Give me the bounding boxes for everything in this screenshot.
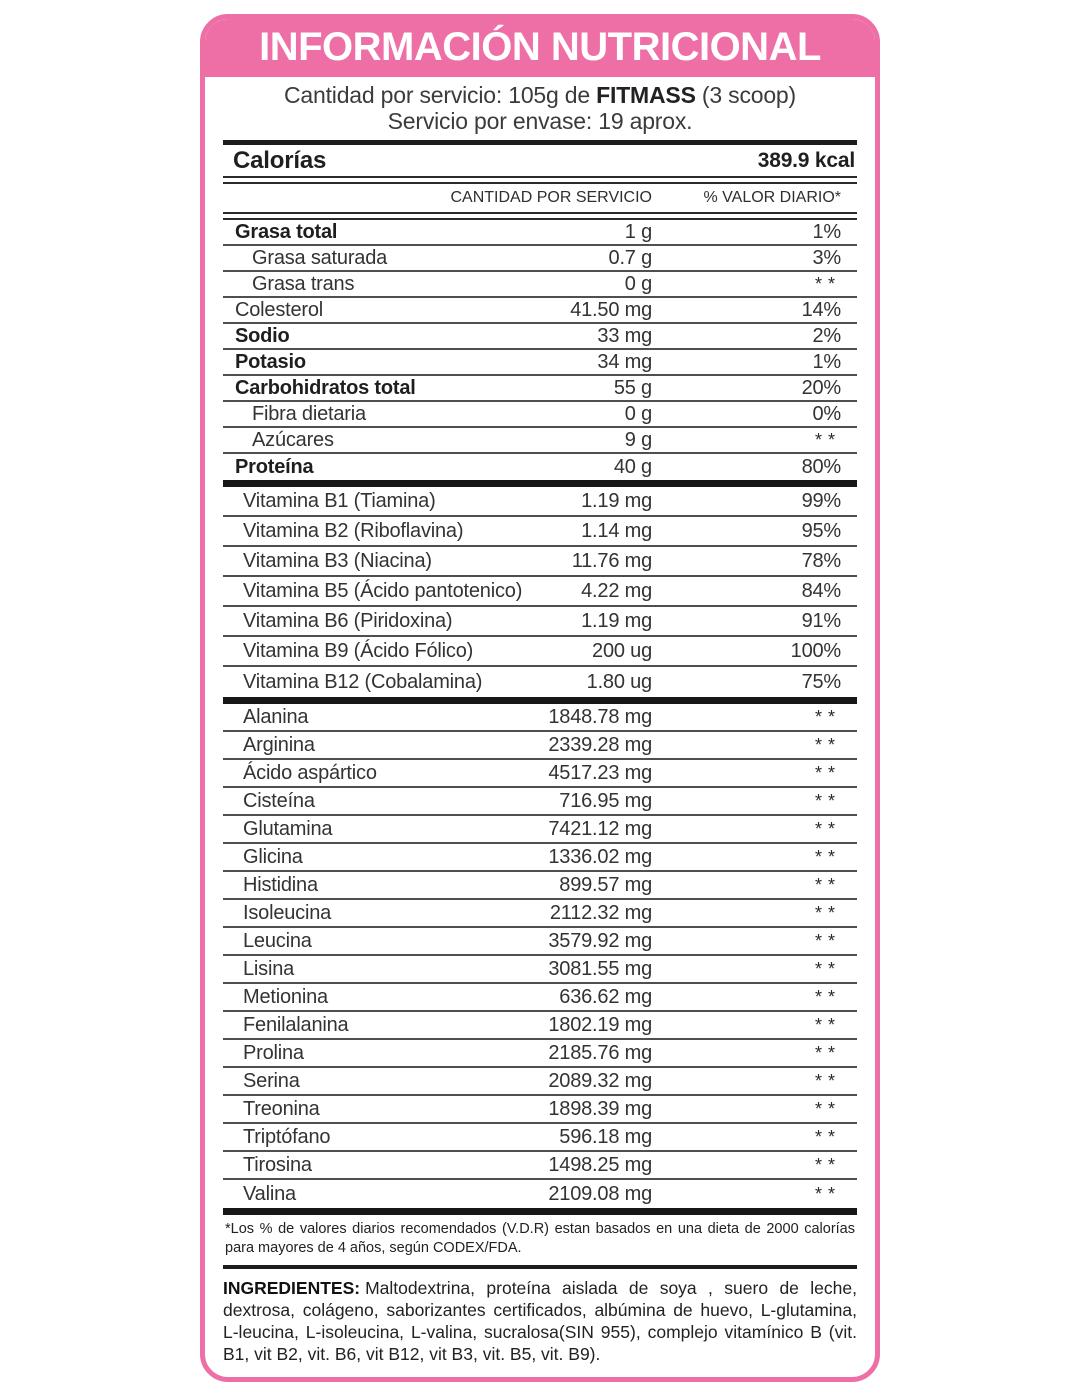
label-title: INFORMACIÓN NUTRICIONAL — [205, 19, 875, 77]
table-row — [223, 956, 857, 984]
row-main-cell — [235, 520, 652, 543]
row-main-cell — [235, 299, 652, 322]
row-amount: 2109.08 mg — [548, 1182, 652, 1205]
row-main-cell — [235, 902, 652, 925]
row-main-cell — [235, 1183, 652, 1206]
row-amount: 636.62 mg — [559, 985, 652, 1008]
row-daily-value: ** — [814, 734, 841, 755]
table-row — [223, 607, 857, 637]
row-label: Carbohidratos total — [235, 376, 416, 399]
row-main-cell — [235, 734, 652, 757]
row-amount: 55 g — [613, 376, 652, 399]
row-main-cell — [235, 930, 652, 953]
ingredients-text: Maltodextrina, proteína aislada de soya , suero de leche, dextrosa, colágeno, saborizantes certificados, albúmina de huevo, L-glutamina, L-leucina, L-isoleucina, L-valina, sucralosa(SIN 955), complejo vitamínico B (vit. B1, vit B2, vit. B6, vit B12, vit B3, vit. B5, vit. B9). — [223, 1278, 857, 1364]
row-amount: 2089.32 mg — [548, 1069, 652, 1092]
row-main-cell — [235, 846, 652, 869]
vitamins-table — [223, 487, 857, 697]
row-daily-value: ** — [814, 958, 841, 979]
row-daily-value: 2% — [812, 324, 841, 347]
row-main-cell — [235, 1014, 652, 1037]
calories-label: Calorías — [233, 146, 327, 174]
row-main-cell — [235, 762, 652, 785]
table-row — [223, 428, 857, 454]
row-daily-value: 1% — [812, 350, 841, 373]
row-daily-value: ** — [814, 818, 841, 839]
row-amount: 7421.12 mg — [548, 817, 652, 840]
table-row — [223, 324, 857, 350]
row-label: Leucina — [243, 929, 312, 952]
row-amount: 1.19 mg — [581, 609, 652, 632]
row-amount: 899.57 mg — [559, 873, 652, 896]
row-label: Prolina — [243, 1041, 304, 1064]
row-amount: 2339.28 mg — [548, 733, 652, 756]
row-amount: 0 g — [624, 402, 652, 425]
row-daily-value: ** — [814, 706, 841, 727]
row-amount: 1898.39 mg — [548, 1097, 652, 1120]
row-label: Vitamina B2 (Riboflavina) — [243, 519, 464, 542]
row-main-cell — [235, 706, 652, 729]
row-main-cell — [235, 818, 652, 841]
aminoacids-table — [223, 704, 857, 1208]
table-row — [223, 1012, 857, 1040]
table-row — [223, 547, 857, 577]
row-daily-value: 14% — [801, 298, 841, 321]
servings-per-container-line: Servicio por envase: 19 aprox. — [387, 108, 693, 134]
row-main-cell — [235, 550, 652, 573]
row-daily-value: 1% — [812, 220, 841, 243]
section-divider-bar — [223, 480, 857, 487]
row-label: Potasio — [235, 350, 306, 373]
row-label: Isoleucina — [243, 901, 332, 924]
row-main-cell — [235, 1070, 652, 1093]
row-daily-value: ** — [814, 1070, 841, 1091]
row-label: Treonina — [243, 1097, 320, 1120]
row-daily-value: ** — [814, 1042, 841, 1063]
row-label: Tirosina — [243, 1153, 312, 1176]
column-header-row — [223, 184, 857, 212]
row-label: Grasa saturada — [252, 246, 388, 269]
row-daily-value: 3% — [812, 246, 841, 269]
row-daily-value: 84% — [801, 579, 841, 602]
row-main-cell — [235, 325, 652, 348]
table-row — [223, 220, 857, 246]
table-row — [223, 1040, 857, 1068]
table-row — [223, 246, 857, 272]
row-amount: 2185.76 mg — [548, 1041, 652, 1064]
row-label: Sodio — [235, 324, 290, 347]
row-daily-value: 20% — [801, 376, 841, 399]
row-daily-value: ** — [814, 846, 841, 867]
row-main-cell — [235, 490, 652, 513]
row-label: Vitamina B3 (Niacina) — [243, 549, 432, 572]
section-divider-bar — [223, 1208, 857, 1215]
row-amount: 1.14 mg — [581, 519, 652, 542]
calories-value: 389.9 kcal — [757, 148, 855, 172]
table-row — [223, 844, 857, 872]
row-amount: 1802.19 mg — [548, 1013, 652, 1036]
row-label: Vitamina B9 (Ácido Fólico) — [243, 639, 474, 662]
row-label: Vitamina B6 (Piridoxina) — [243, 609, 453, 632]
table-row — [223, 704, 857, 732]
row-amount: 0 g — [624, 272, 652, 295]
row-label: Vitamina B12 (Cobalamina) — [243, 670, 483, 693]
table-row — [223, 1180, 857, 1208]
table-row — [223, 872, 857, 900]
table-row — [223, 272, 857, 298]
serving-size-prefix: Cantidad por servicio: 105g de — [284, 82, 597, 108]
row-amount: 41.50 mg — [570, 298, 652, 321]
row-amount: 1.19 mg — [581, 489, 652, 512]
row-daily-value: ** — [814, 1098, 841, 1119]
row-label: Fenilalanina — [243, 1013, 349, 1036]
ingredients-section — [223, 1269, 857, 1377]
row-daily-value: ** — [814, 874, 841, 895]
table-row — [223, 454, 857, 480]
row-label: Fibra dietaria — [252, 402, 366, 425]
row-amount: 34 mg — [597, 350, 652, 373]
table-row — [223, 517, 857, 547]
row-label: Colesterol — [235, 298, 324, 321]
row-amount: 3081.55 mg — [548, 957, 652, 980]
row-label: Grasa total — [235, 220, 338, 243]
table-row — [223, 350, 857, 376]
row-amount: 716.95 mg — [559, 789, 652, 812]
table-row — [223, 788, 857, 816]
row-main-cell — [235, 958, 652, 981]
daily-value-footnote: *Los % de valores diarios recomendados (V.D.R) estan basados en una dieta de 2000 calorías para mayores de 4 años, según CODEX/FDA. — [225, 1221, 855, 1256]
row-main-cell — [235, 221, 652, 244]
row-main-cell — [235, 273, 652, 296]
divider-double — [223, 176, 857, 184]
row-amount: 596.18 mg — [559, 1125, 652, 1148]
row-amount: 1498.25 mg — [548, 1153, 652, 1176]
row-daily-value: 95% — [801, 519, 841, 542]
table-row — [223, 928, 857, 956]
row-daily-value: 80% — [801, 455, 841, 478]
calories-row — [223, 145, 857, 176]
row-label: Glutamina — [243, 817, 333, 840]
row-amount: 2112.32 mg — [549, 901, 652, 924]
row-label: Vitamina B1 (Tiamina) — [243, 489, 436, 512]
row-main-cell — [235, 1042, 652, 1065]
divider-double — [223, 212, 857, 220]
row-main-cell — [235, 429, 652, 452]
row-daily-value: ** — [814, 273, 841, 294]
row-amount: 11.76 mg — [571, 549, 652, 572]
row-amount: 33 mg — [597, 324, 652, 347]
row-daily-value: ** — [814, 1154, 841, 1175]
row-main-cell — [235, 580, 652, 603]
row-label: Triptófano — [243, 1125, 331, 1148]
amount-column-header: CANTIDAD POR SERVICIO — [450, 189, 652, 206]
row-amount: 4517.23 mg — [548, 761, 652, 784]
row-daily-value: ** — [814, 902, 841, 923]
row-main-cell — [235, 403, 652, 426]
row-label: Alanina — [243, 705, 309, 728]
row-main-cell — [235, 790, 652, 813]
table-row — [223, 984, 857, 1012]
row-main-cell — [235, 640, 652, 663]
row-main-cell — [235, 377, 652, 400]
row-main-cell — [235, 610, 652, 633]
row-label: Glicina — [243, 845, 303, 868]
table-row — [223, 667, 857, 697]
row-amount: 1 g — [624, 220, 652, 243]
dv-column-header: % VALOR DIARIO* — [703, 189, 841, 206]
table-row — [223, 1124, 857, 1152]
row-daily-value: 0% — [812, 402, 841, 425]
row-amount: 200 ug — [592, 639, 652, 662]
row-daily-value: 99% — [801, 489, 841, 512]
row-label: Azúcares — [252, 428, 334, 451]
row-label: Arginina — [243, 733, 315, 756]
row-amount: 3579.92 mg — [548, 929, 652, 952]
row-main-cell — [235, 351, 652, 374]
table-row — [223, 1152, 857, 1180]
row-amount: 4.22 mg — [581, 579, 652, 602]
row-daily-value: ** — [814, 1183, 841, 1204]
table-row — [223, 900, 857, 928]
row-amount: 1.80 ug — [586, 670, 652, 693]
row-daily-value: 75% — [801, 670, 841, 693]
row-label: Serina — [243, 1069, 300, 1092]
serving-info — [205, 77, 875, 138]
row-amount: 1336.02 mg — [548, 845, 652, 868]
row-daily-value: 100% — [790, 639, 841, 662]
row-main-cell — [235, 986, 652, 1009]
row-amount: 9 g — [624, 428, 652, 451]
row-main-cell — [235, 1098, 652, 1121]
row-main-cell — [235, 1154, 652, 1177]
table-row — [223, 1096, 857, 1124]
table-row — [223, 732, 857, 760]
row-daily-value: 78% — [801, 549, 841, 572]
table-row — [223, 402, 857, 428]
row-daily-value: ** — [814, 930, 841, 951]
table-row — [223, 577, 857, 607]
row-label: Metionina — [243, 985, 328, 1008]
row-label: Lisina — [243, 957, 295, 980]
row-label: Proteína — [235, 455, 314, 478]
row-main-cell — [235, 456, 652, 479]
table-row — [223, 760, 857, 788]
row-label: Vitamina B5 (Ácido pantotenico) — [243, 579, 523, 602]
row-label: Ácido aspártico — [243, 761, 377, 784]
ingredients-label: INGREDIENTES: — [223, 1278, 361, 1298]
row-daily-value: ** — [814, 986, 841, 1007]
table-row — [223, 637, 857, 667]
table-row — [223, 298, 857, 324]
section-divider-bar — [223, 697, 857, 704]
row-daily-value: ** — [814, 1126, 841, 1147]
nutrition-label — [200, 14, 880, 1382]
serving-size-suffix: (3 scoop) — [695, 82, 796, 108]
row-main-cell — [235, 1126, 652, 1149]
row-main-cell — [235, 247, 652, 270]
row-label: Valina — [243, 1182, 296, 1205]
facts-table — [223, 140, 857, 1377]
row-daily-value: ** — [814, 1014, 841, 1035]
macronutrients-table — [223, 220, 857, 480]
row-daily-value: ** — [814, 429, 841, 450]
row-amount: 0.7 g — [608, 246, 652, 269]
row-amount: 40 g — [613, 455, 652, 478]
row-main-cell — [235, 671, 652, 694]
table-row — [223, 376, 857, 402]
serving-size-line — [205, 82, 875, 108]
row-daily-value: 91% — [801, 609, 841, 632]
table-row — [223, 816, 857, 844]
table-row — [223, 1068, 857, 1096]
row-daily-value: ** — [814, 762, 841, 783]
row-daily-value: ** — [814, 790, 841, 811]
row-label: Cisteína — [243, 789, 315, 812]
row-label: Grasa trans — [252, 272, 355, 295]
row-main-cell — [235, 874, 652, 897]
row-amount: 1848.78 mg — [548, 705, 652, 728]
table-row — [223, 487, 857, 517]
row-label: Histidina — [243, 873, 318, 896]
brand-name: FITMASS — [596, 82, 696, 108]
